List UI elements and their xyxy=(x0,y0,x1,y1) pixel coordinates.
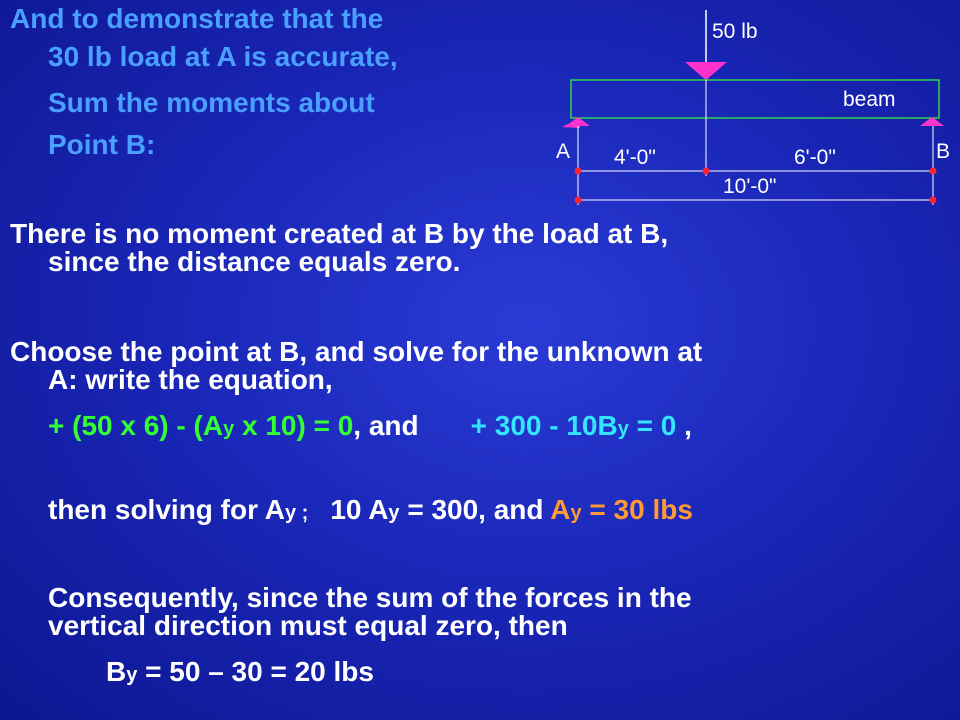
equation-part2: x 10) = 0 xyxy=(234,410,354,441)
intro-line-1: And to demonstrate that the xyxy=(10,3,384,34)
para2-line-2: A: write the equation, xyxy=(48,364,333,395)
load-arrowhead xyxy=(685,62,727,80)
beam-diagram xyxy=(540,0,960,215)
by-result-line xyxy=(106,658,374,689)
equation-part1: + (50 x 6) - (A xyxy=(48,410,224,441)
equation-part4: + 300 - 10B xyxy=(470,410,618,441)
conclusion-line-1: Consequently, since the sum of the forces in the xyxy=(48,582,692,613)
by-sub: y xyxy=(126,664,138,686)
solve-result-rest: = 30 lbs xyxy=(581,494,693,525)
solve-mid-2: = 300, and xyxy=(399,494,551,525)
equation-part5: = 0 xyxy=(628,410,677,441)
solve-result-a: A xyxy=(550,494,571,525)
dim-left-label: 4'-0" xyxy=(614,146,656,169)
intro-line-2: 30 lb load at A is accurate, xyxy=(48,41,398,72)
solve-mid-1: 10 A xyxy=(330,494,389,525)
load-label: 50 lb xyxy=(712,20,758,43)
dim-total-label: 10'-0" xyxy=(723,175,777,198)
para2-line-1: Choose the point at B, and solve for the unknown at xyxy=(10,336,703,367)
intro-line-3: Sum the moments about xyxy=(48,87,375,118)
solve-prefix: then solving for A xyxy=(48,494,285,525)
equation-and: , and xyxy=(353,410,419,441)
solve-sub-1: y ; xyxy=(284,502,309,524)
support-a-label: A xyxy=(556,140,571,163)
solve-sub-2: y xyxy=(388,502,400,524)
by-rest: = 50 – 30 = 20 lbs xyxy=(137,656,374,687)
equation-line xyxy=(48,412,692,443)
by-label: B xyxy=(106,656,127,687)
conclusion-line-2: vertical direction must equal zero, then xyxy=(48,610,568,641)
dim-right-label: 6'-0" xyxy=(794,146,836,169)
support-b-label: B xyxy=(936,140,951,163)
solve-line xyxy=(48,496,693,527)
equation-comma: , xyxy=(676,410,692,441)
beam-label: beam xyxy=(843,88,896,111)
intro-line-4: Point B: xyxy=(48,129,156,160)
equation-sub-a: y xyxy=(223,418,235,440)
para1-line-2: since the distance equals zero. xyxy=(48,246,461,277)
para1-line-1: There is no moment created at B by the load at B, xyxy=(10,218,669,249)
equation-sub-b: y xyxy=(617,418,629,440)
solve-result-sub: y xyxy=(570,502,582,524)
